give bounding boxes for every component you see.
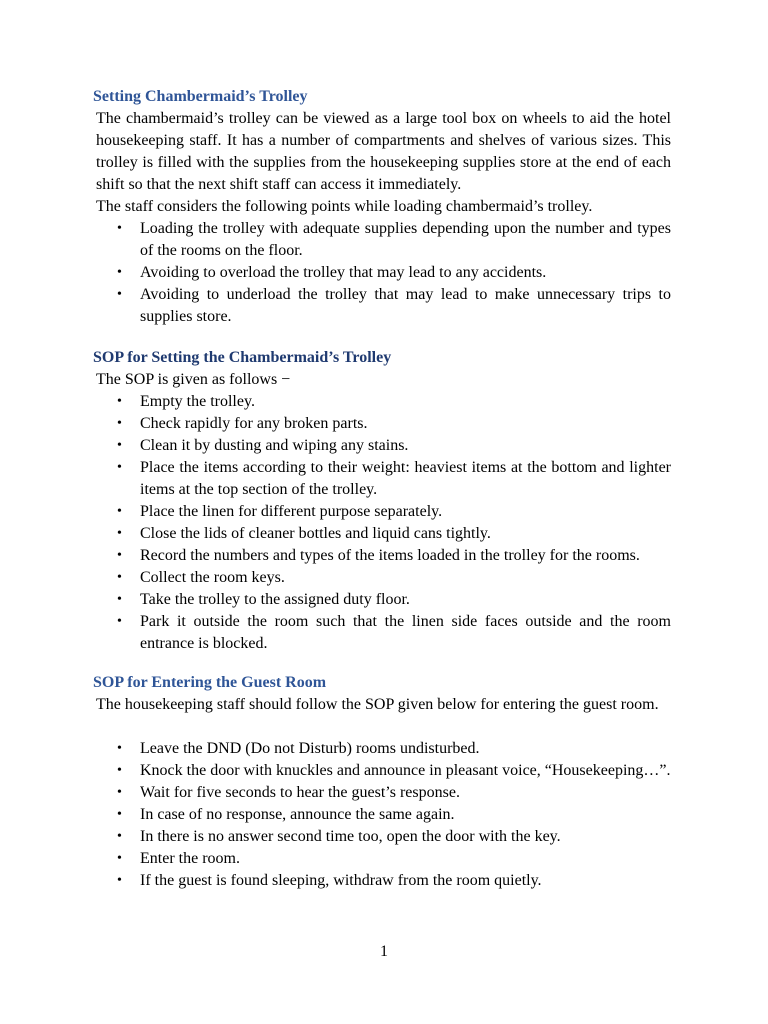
bullet-icon: • — [117, 741, 122, 756]
bullet-icon: • — [117, 460, 122, 475]
list-item: • Leave the DND (Do not Disturb) rooms undisturbed. — [0, 738, 671, 760]
bullet-icon: • — [117, 785, 122, 800]
bullet-icon: • — [117, 763, 122, 778]
list-item: • Wait for five seconds to hear the guest’s response. — [0, 782, 671, 804]
sop-trolley-list — [0, 391, 671, 655]
intro-paragraph: The chambermaid’s trolley can be viewed as a large tool box on wheels to aid the hotel housekeeping staff. It has a number of compartments and shelves of various sizes. This trolley is filled with the supplies from the housekeeping supplies store at the end of each shift so that the next shift staff can access it immediately. — [96, 110, 671, 193]
bullet-icon: • — [117, 873, 122, 888]
list-item: • Avoiding to underload the trolley that may lead to make unnecessary trips to supplies store. — [117, 286, 671, 325]
list-item: • Collect the room keys. — [0, 567, 671, 589]
bullet-icon: • — [117, 416, 122, 431]
list-item: • Clean it by dusting and wiping any stains. — [0, 435, 671, 457]
bullet-icon: • — [117, 287, 122, 302]
list-item: • Check rapidly for any broken parts. — [0, 413, 671, 435]
list-item: • Place the linen for different purpose separately. — [0, 501, 671, 523]
bullet-icon: • — [117, 614, 122, 629]
list-item: • Empty the trolley. — [0, 391, 671, 413]
lead-paragraph-loading-points: The staff considers the following points while loading chambermaid’s trolley. — [96, 198, 593, 215]
section-heading-setting-trolley: Setting Chambermaid’s Trolley — [93, 88, 308, 105]
section-heading-sop-setting-trolley: SOP for Setting the Chambermaid’s Trolley — [93, 349, 392, 366]
bullet-icon: • — [117, 592, 122, 607]
list-item: • If the guest is found sleeping, withdraw from the room quietly. — [0, 870, 671, 892]
list-item: • In there is no answer second time too, open the door with the key. — [0, 826, 671, 848]
bullet-icon: • — [117, 221, 122, 236]
loading-points-list — [0, 218, 671, 328]
bullet-icon: • — [117, 570, 122, 585]
list-item: • Place the items according to their weight: heaviest items at the bottom and lighter items at the top section of the trolley. — [117, 459, 671, 498]
page-number: 1 — [380, 943, 388, 960]
list-item: • Loading the trolley with adequate supplies depending upon the number and types of the rooms on the floor. — [117, 220, 671, 259]
list-item: • Take the trolley to the assigned duty floor. — [0, 589, 671, 611]
bullet-icon: • — [117, 526, 122, 541]
list-item: • Record the numbers and types of the items loaded in the trolley for the rooms. — [0, 545, 671, 567]
bullet-icon: • — [117, 829, 122, 844]
section-heading-sop-entering-room: SOP for Entering the Guest Room — [93, 674, 327, 691]
bullet-icon: • — [117, 504, 122, 519]
bullet-icon: • — [117, 394, 122, 409]
bullet-icon: • — [117, 438, 122, 453]
bullet-icon: • — [117, 265, 122, 280]
list-item: • Avoiding to overload the trolley that may lead to any accidents. — [0, 262, 671, 284]
list-item: • Close the lids of cleaner bottles and liquid cans tightly. — [0, 523, 671, 545]
list-item: • Enter the room. — [0, 848, 671, 870]
lead-paragraph-sop: The SOP is given as follows − — [96, 371, 291, 388]
bullet-icon: • — [117, 548, 122, 563]
list-item: • In case of no response, announce the same again. — [0, 804, 671, 826]
list-item: • Park it outside the room such that the linen side faces outside and the room entrance is blocked. — [117, 613, 671, 652]
lead-paragraph-entering: The housekeeping staff should follow the SOP given below for entering the guest room. — [96, 696, 659, 713]
bullet-icon: • — [117, 807, 122, 822]
list-item: • Knock the door with knuckles and announce in pleasant voice, “Housekeeping…”. — [0, 760, 671, 782]
bullet-icon: • — [117, 851, 122, 866]
sop-entering-list — [0, 738, 671, 892]
